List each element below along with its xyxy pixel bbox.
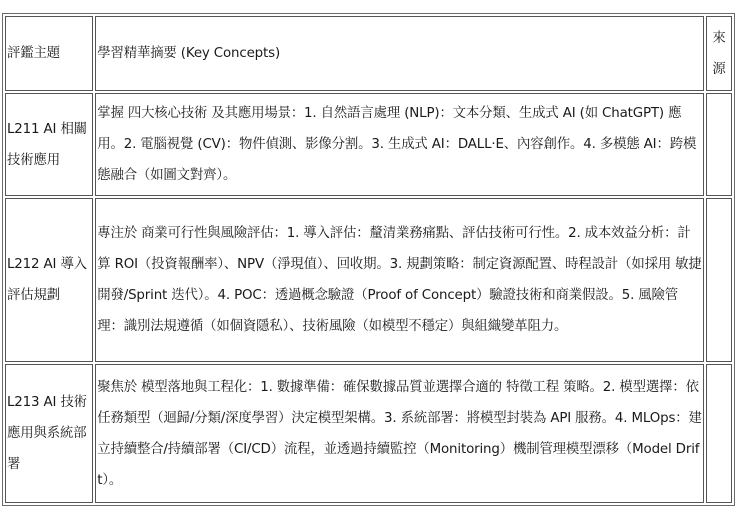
- header-topic: 評鑑主題: [5, 16, 93, 91]
- row-summary: [95, 364, 704, 503]
- header-source: [706, 16, 732, 91]
- table-row: [5, 93, 732, 196]
- row-summary-text: 聚焦於 模型落地與工程化：1. 數據準備：確保數據品質並選擇合適的 特徵工程 策略。2. 模型選擇：依任務類型（迴歸/分類/深度學習）決定模型架構。3. 系統部署：將模型封裝為 API 服務。4. MLOps：建立持續整合/持續部署（CI/CD）流程，並透過持續監控（Monitoring）機制管理模型漂移（Model Drift）。: [97, 379, 702, 488]
- key-concepts-table-container: [2, 13, 735, 506]
- table-row: [5, 364, 732, 503]
- header-summary: 學習精華摘要 (Key Concepts): [95, 16, 704, 91]
- row-source: [706, 364, 732, 503]
- row-summary-text: 專注於 商業可行性與風險評估：1. 導入評估：釐清業務痛點、評估技術可行性。2. 成本效益分析：計算 ROI（投資報酬率）、NPV（淨現值）、回收期。3. 規劃策略：制定資源配置、時程設計（如採用 敏捷開發/Sprint 迭代）。4. POC：透過概念驗證（Proof of Concept）驗證技術和商業假設。5. 風險管理：識別法規遵循（如個資隱私）、技術風險（如模型不穩定）與組織變革阻力。: [97, 226, 702, 334]
- header-source-char-2: 源: [712, 61, 726, 77]
- table-row: [5, 198, 732, 362]
- row-summary: [95, 93, 704, 196]
- row-topic: L212 AI 導入評估規劃: [5, 198, 93, 362]
- row-topic: L213 AI 技術應用與系統部署: [5, 364, 93, 503]
- key-concepts-table: [2, 13, 735, 506]
- header-source-char-1: 來: [712, 30, 726, 46]
- table-header-row: [5, 16, 732, 91]
- row-source: [706, 93, 732, 196]
- row-summary: [95, 198, 704, 362]
- row-source: [706, 198, 732, 362]
- row-topic: L211 AI 相關技術應用: [5, 93, 93, 196]
- row-summary-text: 掌握 四大核心技術 及其應用場景：1. 自然語言處理 (NLP)：文本分類、生成式 AI (如 ChatGPT) 應用。2. 電腦視覺 (CV)：物件偵測、影像分割。3. 生成式 AI：DALL·E、內容創作。4. 多模態 AI：跨模態融合（如圖文對齊）。: [97, 106, 697, 183]
